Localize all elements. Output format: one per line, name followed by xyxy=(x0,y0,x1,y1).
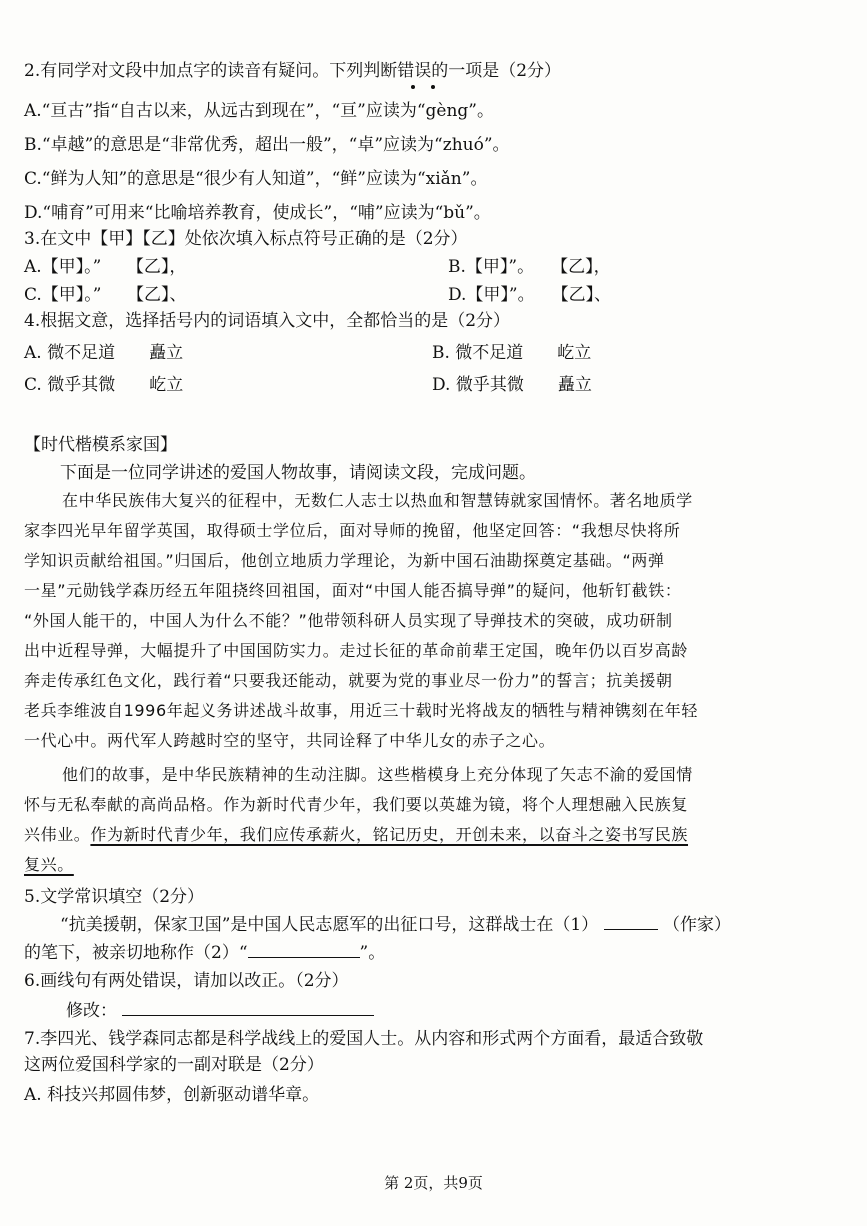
q4-option-b: B. 微不足道 屹立 xyxy=(432,343,592,363)
q2-option-c: C.“鲜为人知”的意思是“很少有人知道”，“鲜”应读为“xiǎn”。 xyxy=(24,169,488,189)
passage-line: 一代心中。两代军人跨越时空的坚守，共同诠释了中华儿女的赤子之心。 xyxy=(24,731,556,750)
q4-option-c: C. 微乎其微 屹立 xyxy=(24,375,184,395)
passage-line: “外国人能干的，中国人为什么不能？”他带领科研人员实现了导弹技术的突破，成功研制 xyxy=(24,611,673,630)
passage-line xyxy=(24,854,74,876)
passage-text: 兴伟业。 xyxy=(24,825,91,844)
q2-option-d: D.“哺育”可用来“比喻培养教育，使成长”，“哺”应读为“bǔ”。 xyxy=(24,203,491,223)
q3-option-a: A.【甲】。” 【乙】， xyxy=(24,257,187,277)
q5-blank-1[interactable] xyxy=(604,915,658,930)
passage-line: 在中华民族伟大复兴的征程中，无数仁人志士以热血和智慧铸就家国情怀。著名地质学 xyxy=(62,491,693,510)
q5-blank-2[interactable] xyxy=(248,943,360,958)
section-title: 【时代楷模系家国】 xyxy=(24,435,177,455)
passage-line xyxy=(24,824,688,846)
q6-stem: 6.画线句有两处错误，请加以改正。（2分） xyxy=(24,971,349,991)
q3-option-b: B.【甲】”。 【乙】， xyxy=(448,257,611,277)
underlined-sentence-end: 复兴。 xyxy=(24,855,74,874)
q4-option-d: D. 微乎其微 矗立 xyxy=(432,375,592,395)
q3-option-c: C.【甲】。” 【乙】、 xyxy=(24,285,187,305)
q6-label: 修改： xyxy=(66,1001,117,1021)
q4-option-a: A. 微不足道 矗立 xyxy=(24,343,184,363)
passage-line: 家李四光早年留学英国，取得硕士学位后，面对导师的挽留，他坚定回答：“我想尽快将所 xyxy=(24,521,681,540)
q3-stem: 3.在文中【甲】【乙】处依次填入标点符号正确的是（2分） xyxy=(24,229,468,249)
emphasis-dot xyxy=(411,85,415,89)
q7-stem-line2: 这两位爱国科学家的一副对联是（2分） xyxy=(24,1055,324,1075)
q4-stem: 4.根据文意，选择括号内的词语填入文中，全都恰当的是（2分） xyxy=(24,311,511,331)
passage-line: 奔走传承红色文化，践行着“只要我还能动，就要为党的事业尽一份力”的誓言；抗美援朝 xyxy=(24,671,673,690)
q2-option-b: B.“卓越”的意思是“非常优秀，超出一般”，“卓”应读为“zhuó”。 xyxy=(24,135,510,155)
q7-stem-line1: 7.李四光、钱学森同志都是科学战线上的爱国人士。从内容和形式两个方面看，最适合致敬 xyxy=(24,1029,704,1049)
emphasis-dot xyxy=(431,85,435,89)
q5-text: （作家） xyxy=(663,915,732,935)
q5-text: “抗美援朝，保家卫国”是中国人民志愿军的出征口号，这群战士在（1） xyxy=(60,915,599,935)
passage-line: 怀与无私奉献的高尚品格。作为新时代青少年，我们要以英雄为镜，将个人理想融入民族复 xyxy=(24,795,689,814)
passage-line: 老兵李维波自1996年起义务讲述战斗故事，用近三十载时光将战友的牺牲与精神镌刻在年轻 xyxy=(24,701,698,720)
passage-line: 一星”元勋钱学森历经五年阻挠终回祖国，面对“中国人能否搞导弹”的疑问，他斩钉截铁： xyxy=(24,581,682,600)
q6-answer-blank[interactable] xyxy=(122,1001,374,1016)
q7-option-a: A. 科技兴邦圆伟梦，创新驱动谱华章。 xyxy=(24,1085,320,1105)
q3-option-d: D.【甲】”。 【乙】、 xyxy=(448,285,612,305)
q5-text: ”。 xyxy=(359,943,386,963)
q5-text: 的笔下，被亲切地称作（2）“ xyxy=(24,943,248,963)
q5-line1 xyxy=(60,914,731,936)
passage-line: 他们的故事，是中华民族精神的生动注脚。这些楷模身上充分体现了矢志不渝的爱国情 xyxy=(62,765,693,784)
section-intro: 下面是一位同学讲述的爱国人物故事，请阅读文段，完成问题。 xyxy=(60,463,536,483)
q5-line2 xyxy=(24,942,385,964)
q5-stem: 5.文学常识填空（2分） xyxy=(24,887,205,907)
q2-stem: 2.有同学对文段中加点字的读音有疑问。下列判断错误的一项是（2分） xyxy=(24,61,562,81)
underlined-sentence: 作为新时代青少年，我们应传承薪火，铭记历史，开创未来，以奋斗之姿书写民族 xyxy=(90,825,689,844)
q2-option-a: A.“亘古”指“自古以来，从远古到现在”，“亘”应读为“gèng”。 xyxy=(24,101,494,121)
page-footer: 第 2页，共9页 xyxy=(384,1174,483,1192)
passage-line: 学知识贡献给祖国。”归国后，他创立地质力学理论，为新中国石油勘探奠定基础。“两弹 xyxy=(24,551,665,570)
passage-line: 出中近程导弹，大幅提升了中国国防实力。走过长征的革命前辈王定国，晚年仍以百岁高龄 xyxy=(24,641,689,660)
q6-answer-line xyxy=(66,1000,374,1022)
